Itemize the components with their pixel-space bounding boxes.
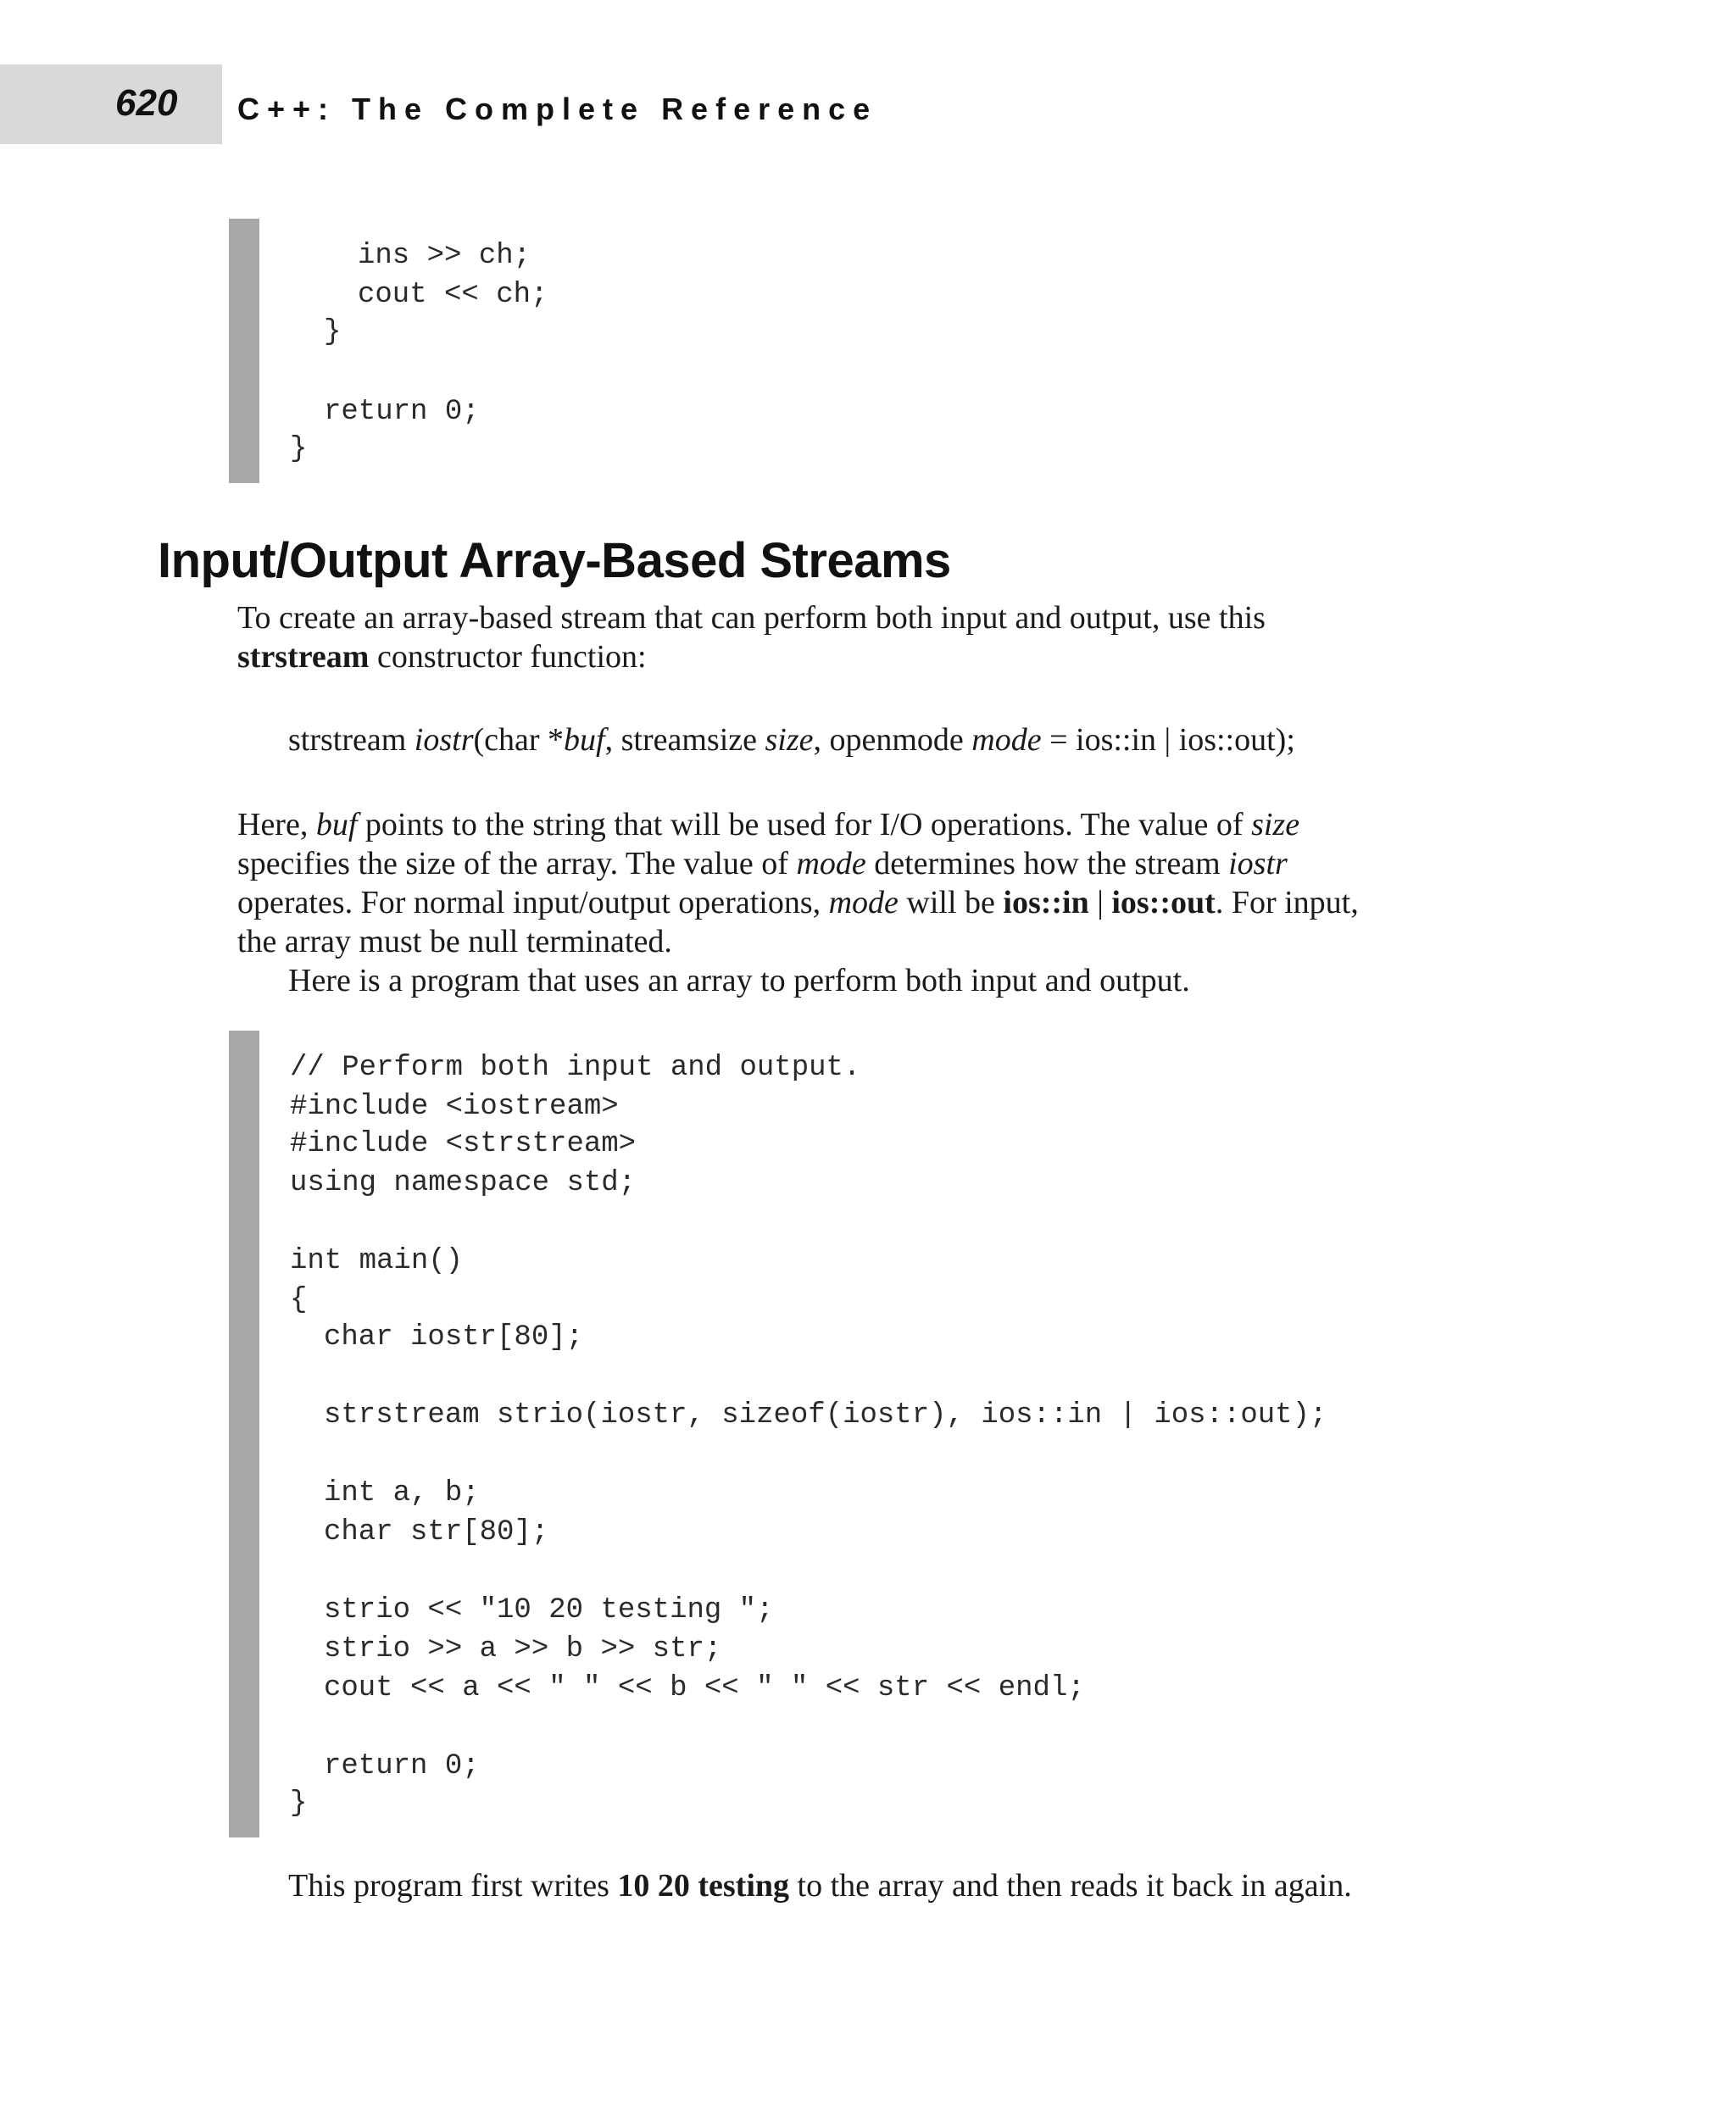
intro-line-2 bbox=[237, 637, 647, 676]
page-number-box bbox=[0, 64, 222, 144]
running-title: C++: The Complete Reference bbox=[237, 92, 878, 126]
para-text: specifies the size of the array. The value of bbox=[237, 846, 797, 881]
para-italic: mode bbox=[796, 846, 866, 881]
para-text: Here, bbox=[237, 807, 316, 842]
sig-part: , openmode bbox=[813, 722, 972, 758]
code-line: strio >> a >> b >> str; bbox=[324, 1633, 722, 1665]
para-bold: ios::out bbox=[1111, 885, 1216, 920]
code-line: using namespace std; bbox=[290, 1167, 637, 1199]
sig-param: size bbox=[765, 722, 814, 758]
para-text: | bbox=[1088, 885, 1112, 920]
sig-param: iostr bbox=[414, 722, 474, 758]
para-line-2 bbox=[237, 844, 1288, 883]
code-line: #include <iostream> bbox=[290, 1091, 619, 1123]
section-heading: Input/Output Array-Based Streams bbox=[158, 533, 951, 588]
code-line: strio << "10 20 testing "; bbox=[324, 1594, 774, 1626]
closing-text: This program first writes bbox=[288, 1868, 618, 1904]
para-line-3 bbox=[237, 883, 1359, 922]
sig-part: , streamsize bbox=[604, 722, 765, 758]
intro-line-1: To create an array-based stream that can perform both input and output, use this bbox=[237, 600, 1266, 636]
code-line: } bbox=[290, 433, 308, 465]
code-line: // Perform both input and output. bbox=[290, 1052, 861, 1084]
code-line: int a, b; bbox=[324, 1477, 480, 1509]
code-line: { bbox=[290, 1284, 308, 1316]
code-line: char str[80]; bbox=[324, 1516, 549, 1548]
code-line: char iostr[80]; bbox=[324, 1321, 584, 1354]
para-italic: buf bbox=[315, 807, 358, 842]
para-bold: ios::in bbox=[1003, 885, 1089, 920]
para-italic: mode bbox=[828, 885, 899, 920]
para-text: operates. For normal input/output operations, bbox=[237, 885, 829, 920]
para-italic: iostr bbox=[1228, 846, 1288, 881]
sig-part: strstream bbox=[288, 722, 415, 758]
code-block-bar bbox=[229, 1031, 259, 1837]
code-line: return 0; bbox=[324, 396, 480, 428]
code-line: cout << a << " " << b << " " << str << endl; bbox=[324, 1672, 1085, 1704]
code-block-bar bbox=[229, 219, 259, 483]
code-line: strstream strio(iostr, sizeof(iostr), ios::in | ios::out); bbox=[324, 1399, 1327, 1432]
code-line: int main() bbox=[290, 1245, 464, 1277]
para-text: will be bbox=[898, 885, 1004, 920]
strstream-keyword: strstream bbox=[237, 639, 370, 675]
para-text: . For input, bbox=[1215, 885, 1359, 920]
sig-part: = ios::in | ios::out); bbox=[1041, 722, 1295, 758]
sig-param: buf bbox=[564, 722, 605, 758]
page-number: 620 bbox=[115, 82, 178, 124]
para-text: determines how the stream bbox=[865, 846, 1229, 881]
para-text: points to the string that will be used for I/O operations. The value of bbox=[357, 807, 1252, 842]
closing-bold: 10 20 testing bbox=[617, 1868, 790, 1904]
intro-line-2-rest: constructor function: bbox=[369, 639, 647, 675]
program-intro: Here is a program that uses an array to perform both input and output. bbox=[288, 963, 1190, 998]
para-line-1 bbox=[237, 805, 1299, 844]
sig-part: (char * bbox=[473, 722, 565, 758]
code-line: } bbox=[290, 1787, 308, 1820]
closing-sentence bbox=[288, 1866, 1352, 1905]
code-line: ins >> ch; bbox=[358, 240, 531, 272]
code-line: return 0; bbox=[324, 1750, 480, 1782]
code-line: #include <strstream> bbox=[290, 1128, 637, 1160]
code-line: } bbox=[324, 316, 342, 348]
para-italic: size bbox=[1251, 807, 1300, 842]
closing-text: to the array and then reads it back in again. bbox=[789, 1868, 1352, 1904]
sig-param: mode bbox=[971, 722, 1042, 758]
para-line-4: the array must be null terminated. bbox=[237, 924, 672, 959]
constructor-signature bbox=[288, 720, 1295, 759]
code-line: cout << ch; bbox=[358, 279, 548, 311]
